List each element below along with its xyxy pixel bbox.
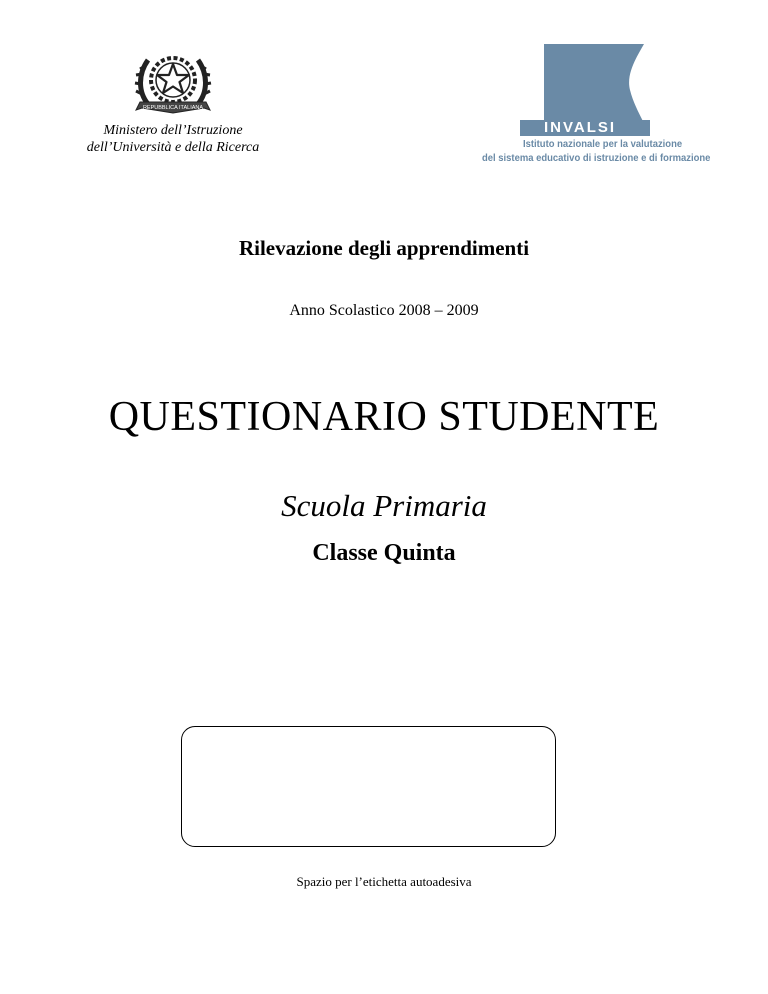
ministry-name-line-1: Ministero dell’Istruzione	[103, 123, 243, 138]
invalsi-logo-name: INVALSI	[520, 120, 650, 136]
sticker-label-caption: Spazio per l’etichetta autoadesiva	[296, 874, 472, 889]
survey-title: Rilevazione degli apprendimenti	[238, 236, 530, 260]
school-year: Anno Scolastico 2008 – 2009	[289, 302, 479, 319]
ministry-name	[60, 122, 286, 156]
ministry-name-line-2: dell’Università e della Ricerca	[86, 140, 260, 155]
class-level: Classe Quinta	[312, 540, 456, 566]
school-level: Scuola Primaria	[281, 488, 487, 523]
sticker-label-box	[181, 726, 556, 847]
page-title: QUESTIONARIO STUDENTE	[108, 394, 660, 440]
emblem-ribbon-text: REPUBBLICA ITALIANA	[142, 105, 204, 111]
invalsi-subtitle-line-1: Istituto nazionale per la valutazione	[523, 138, 683, 150]
italian-republic-emblem	[134, 44, 212, 118]
invalsi-subtitle-line-2: del sistema educativo di istruzione e di formazione	[482, 152, 711, 164]
